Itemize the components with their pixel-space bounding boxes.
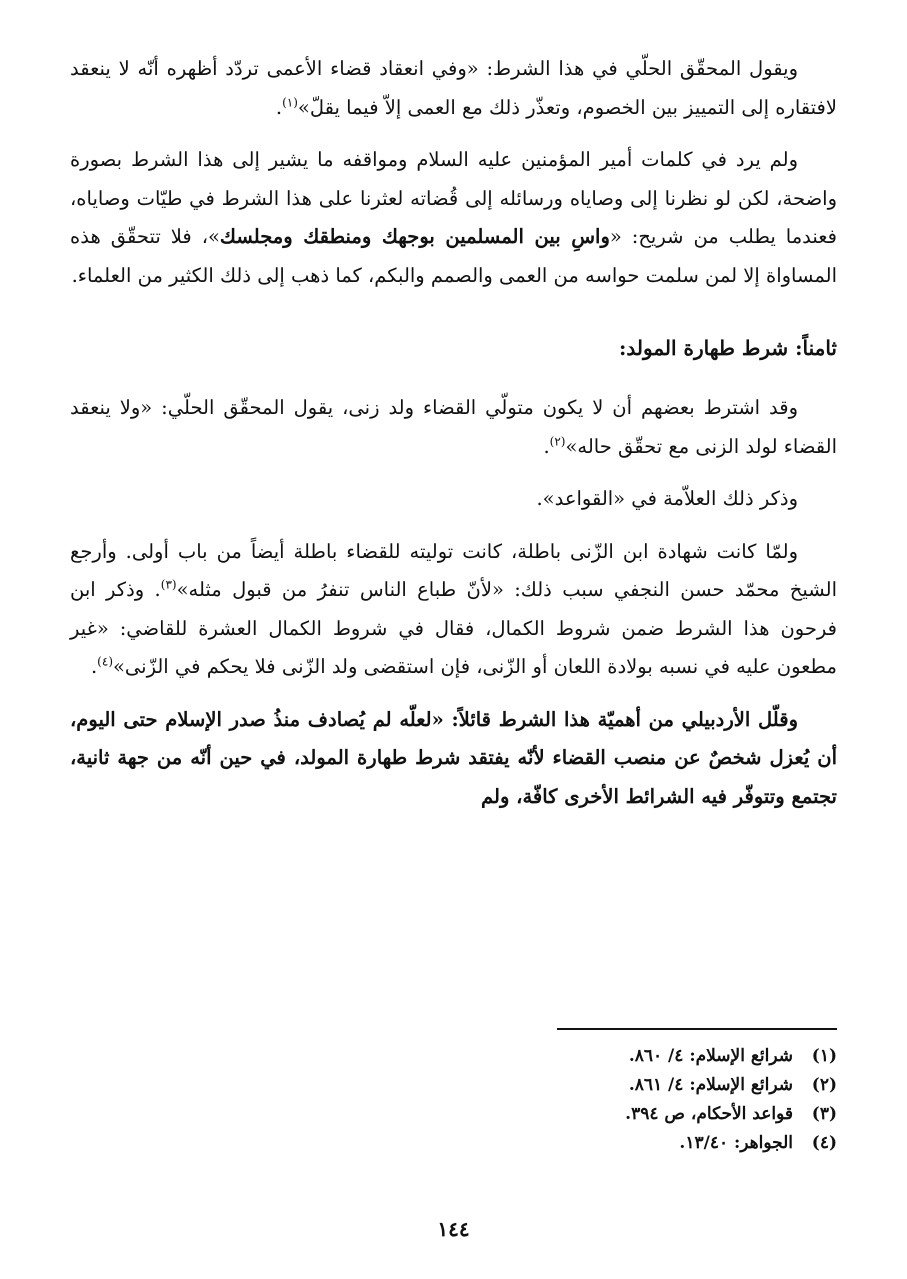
footnote-item xyxy=(417,1100,837,1129)
footnote-number: (٤) xyxy=(811,1133,837,1153)
bold-quote: واسِ بين المسلمين بوجهك ومنطقك ومجلسك xyxy=(219,225,610,248)
footnote-item xyxy=(417,1042,837,1071)
footnote-number: (٢) xyxy=(811,1075,837,1095)
paragraph-text-part1: ولم يرد في كلمات أمير المؤمنين عليه السلام ومواقفه ما يشير إلى هذا الشرط بصورة واضحة، لكن لو نظرنا إلى وصاياه ورسائله إلى قُضاته لعثرنا على هذا الشرط في طيّات وصاياه، فعندما يطلب من شريح: « xyxy=(70,148,837,248)
paragraph-ardabili: وقلّل الأردبيلي من أهميّة هذا الشرط قائلاً: «لعلّه لم يُصادف منذُ صدر الإسلام حتى اليوم، أن يُعزل شخصٌ عن منصب القضاء لأنّه يفتقد شرط طهارة المولد، في حين أنّه من جهة ثانية، تجتمع وتتوفّر فيه الشرائط الأخرى كافّة، ولم xyxy=(70,707,837,808)
footnote-ref-4: (٤) xyxy=(97,654,113,669)
footnote-ref-1: (١) xyxy=(282,95,298,109)
section-heading: ثامناً: شرط طهارة المولد: xyxy=(619,336,837,360)
paragraph-testimony xyxy=(70,533,837,687)
footnote-item xyxy=(417,1129,837,1158)
paragraph-text: وقد اشترط بعضهم أن لا يكون متولّي القضاء ولد زنى، يقول المحقّق الحلّي: «ولا ينعقد القضاء لولد الزنى مع تحقّق حاله» xyxy=(70,396,837,458)
paragraph-end: . xyxy=(90,655,98,678)
footnote-text: الجواهر: ١٣/٤٠. xyxy=(679,1133,793,1153)
paragraph-imam-ali xyxy=(70,141,837,295)
paragraph-birth-condition xyxy=(70,389,837,466)
footnote-number: (١) xyxy=(811,1046,837,1066)
paragraph-allama: وذكر ذلك العلاّمة في «القواعد». xyxy=(536,487,798,510)
footnote-text: شرائع الإسلام: ٤/ ٨٦٠. xyxy=(628,1046,793,1066)
paragraph-text-part2: . وذكر ابن فرحون هذا الشرط ضمن شروط الكمال، فقال في شروط الكمال العشرة للقاضي: «غير مطعون عليه في نسبه بولادة اللعان أو الزّنى، فإن استقضى ولد الزّنى فلا يحكم في الزّنى» xyxy=(70,578,837,678)
footnote-ref-3: (٣) xyxy=(160,577,177,592)
footnote-text: قواعد الأحكام، ص ٣٩٤. xyxy=(625,1104,793,1124)
paragraph-end: . xyxy=(543,434,550,458)
page-number: ١٤٤ xyxy=(437,1217,470,1241)
footnotes-list xyxy=(417,1042,837,1158)
footnote-text: شرائع الإسلام: ٤/ ٨٦١. xyxy=(628,1075,793,1095)
footnote-number: (٣) xyxy=(811,1104,837,1124)
paragraph-end: . xyxy=(275,95,283,119)
footnote-divider xyxy=(557,1028,837,1030)
paragraph-text: ويقول المحقّق الحلّي في هذا الشرط: «وفي انعقاد قضاء الأعمى تردّد أظهره أنّه لا ينعقد لافتقاره إلى التمييز بين الخصوم، وتعذّر ذلك مع العمى إلاّ فيما يقلّ» xyxy=(70,57,837,119)
paragraph-text-part2: »، فلا تتحقّق هذه المساواة إلا لمن سلمت حواسه من العمى والصمم والبكم، كما ذهب إلى ذلك الكثير من العلماء. xyxy=(70,225,837,287)
paragraph-blind-judge xyxy=(70,50,837,127)
footnote-item xyxy=(417,1071,837,1100)
footnote-ref-2: (٢) xyxy=(549,434,566,448)
paragraph-text-part1: ولمّا كانت شهادة ابن الزّنى باطلة، كانت توليته للقضاء باطلة أيضاً من باب أولى. وأرجع الشيخ محمّد حسن النجفي سبب ذلك: «لأنّ طباع الناس تنفرُ من قبول مثله» xyxy=(70,539,838,601)
